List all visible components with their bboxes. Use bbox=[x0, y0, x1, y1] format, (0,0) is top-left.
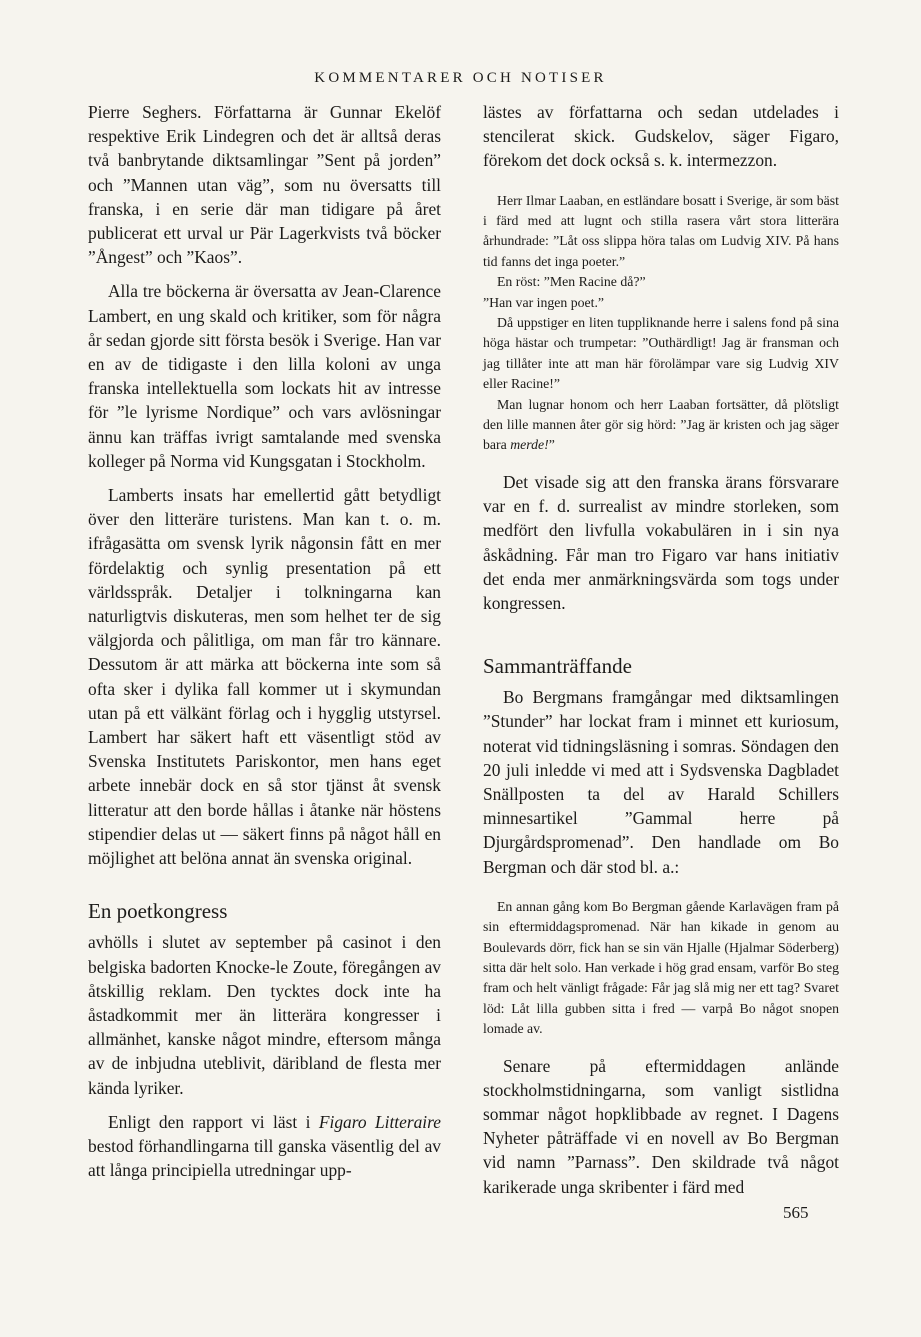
right-column bbox=[483, 100, 839, 1199]
quote-rost: En röst: ”Men Racine då?” bbox=[497, 274, 646, 290]
paragraph-figaro-rapport bbox=[88, 1110, 441, 1183]
paragraph-stencilerat: lästes av författarna och sedan utdelades i stencilerat skick. Gudskelov, säger Figaro, förekom det dock också s. k. intermezzon. bbox=[483, 102, 839, 171]
quote-laaban: Herr Ilmar Laaban, en estländare bosatt i Sverige, är som bäst i färd med att lugnt och stilla rasera vårt stora litterära århundrade: ”Låt oss slippa höra talas om Ludvig XIV. På hans tid fanns det inga poeter.” bbox=[483, 192, 839, 269]
text-run: Enligt den rapport vi läst i bbox=[108, 1111, 319, 1132]
paragraph-lambert: Alla tre böckerna är översatta av Jean-Clarence Lambert, en ung skald och kritiker, som för några år sedan gjorde sitt första besök i Sverige. Han var en av de tidigaste i den lilla koloni av unga franska intellektuella som lockats hit av intresse för ”le lyrisme Nordique” och vars avlösningar ännu kan träffas ivrigt samtalande med svenska kolleger på Norma vid Kungsgatan i Stockholm. bbox=[88, 281, 441, 471]
section-heading-poetkongress: En poetkongress bbox=[88, 899, 228, 924]
page-number: 565 bbox=[783, 1203, 809, 1222]
quote-merde bbox=[483, 395, 839, 456]
text-run: ” bbox=[548, 437, 555, 453]
left-column bbox=[88, 100, 441, 1182]
section-heading-sammantraffande: Sammanträffande bbox=[483, 654, 632, 679]
paragraph-stockholmstidningarna: Senare på eftermiddagen anlände stockholmstidningarna, som vanligt sistlidna sommar något hopklibbade av regnet. I Dagens Nyheter påträffade vi en novell av Bo Bergman vid namn ”Parnass”. Den skildrade två något karikerade unga skribenter i färd med bbox=[483, 1055, 839, 1197]
paragraph-franska-aran: Det visade sig att den franska ärans försvarare var en f. d. surrealist av mindre storleken, som medfört den livfulla vokabulären in i sin nya åskådning. Får man tro Figaro var hans initiativ det enda mer anmärkningsvärda som togs under kongressen. bbox=[483, 471, 839, 613]
quote-block-schiller bbox=[483, 897, 839, 1040]
paragraph-lamberts-insats: Lamberts insats har emellertid gått betydligt över den litteräre turistens. Man kan t. o. m. ifrågasätta om svensk lyrik någonsin fått en mer fördelaktig och synlig presentation på ett världsspråk. Detaljer i tolkningarna kan naturligtvis diskuteras, men som helhet ter de sig välgjorda och pålitliga, om man får tro kännare. Dessutom är att märka att böckerna inte som så ofta sker i dylika fall kommer ut i skymundan utan på ett välkänt förlag och i hygglig utstyrsel. Lambert har säkert haft ett väsentligt stöd av Svenska Institutets Pariskontor, men hans eget arbete innebär dock en så stor tjänst åt svensk litteratur att den borde hållas i åtanke när höstens stipendier delas ut — säkert finns på något håll en möjlighet att belöna annat än svenska original. bbox=[88, 485, 441, 869]
text-run: Man lugnar honom och herr Laaban fortsätter, då plötsligt den lille mannen åter gör sig hörd: ”Jag är kristen och jag säger bara bbox=[483, 396, 839, 453]
quote-tuppliknande-herre: Då uppstiger en liten tuppliknande herre i salens fond på sina höga hästar och trumpetar: ”Outhärdligt! Jag är fransman och jag tillåter inte att man här förolämpar vare sig Ludvig XIV eller Racine!” bbox=[483, 315, 839, 392]
quote-schiller: En annan gång kom Bo Bergman gående Karlavägen fram på sin eftermiddagspromenad. När han kikade in genom au Boulevards dörr, fick han se sin vän Hjalle (Hjalmar Söderberg) sitta där helt solo. Han verkade i hög grad ensam, varför Bo steg fram och helt vänligt frågade: Får jag slå mig ner ett tag? Svaret löd: Låt lilla gubben sitta i fred — varpå Bo något snopen lomade av. bbox=[483, 898, 839, 1037]
paragraph-bo-bergman: Bo Bergmans framgångar med diktsamlingen ”Stunder” har lockat fram i minnet ett kuriosum, noterat vid tidningsläsning i somras. Söndagen den 20 juli inledde vi med att i Sydsvenska Dagbladet Snällposten ta del av Harald Schillers minnesartikel ”Gammal herre på Djurgårdspromenad”. Den handlade om Bo Bergman och där stod bl. a.: bbox=[483, 687, 839, 877]
publication-title-italic: Figaro Litteraire bbox=[318, 1111, 441, 1132]
quote-ingen-poet: ”Han var ingen poet.” bbox=[483, 294, 605, 310]
italic-word: merde! bbox=[510, 437, 549, 453]
text-run: bestod förhandlingarna till ganska väsentlig del av att långa principiella utredningar upp- bbox=[88, 1135, 441, 1181]
running-header: KOMMENTARER OCH NOTISER bbox=[314, 70, 607, 86]
quote-block-laaban bbox=[483, 191, 839, 456]
paragraph-seghers: Pierre Seghers. Författarna är Gunnar Ekelöf respektive Erik Lindegren och det är alltså deras två banbrytande diktsamlingar ”Sent på jorden” och ”Mannen utan väg”, som nu översatts till franska, i en serie där man tidigare på året publicerat ett urval ur Pär Lagerkvists två böcker ”Ångest” och ”Kaos”. bbox=[88, 102, 441, 268]
paragraph-poetkongress: avhölls i slutet av september på casinot i den belgiska badorten Knocke-le Zoute, föregången av åtskillig reklam. Den tycktes dock inte ha åstadkommit mer än litterära kongresser i allmänhet, kanske något mindre, eftersom många av de inbjudna uteblivit, däribland de flesta mer kända lyriker. bbox=[88, 932, 441, 1098]
